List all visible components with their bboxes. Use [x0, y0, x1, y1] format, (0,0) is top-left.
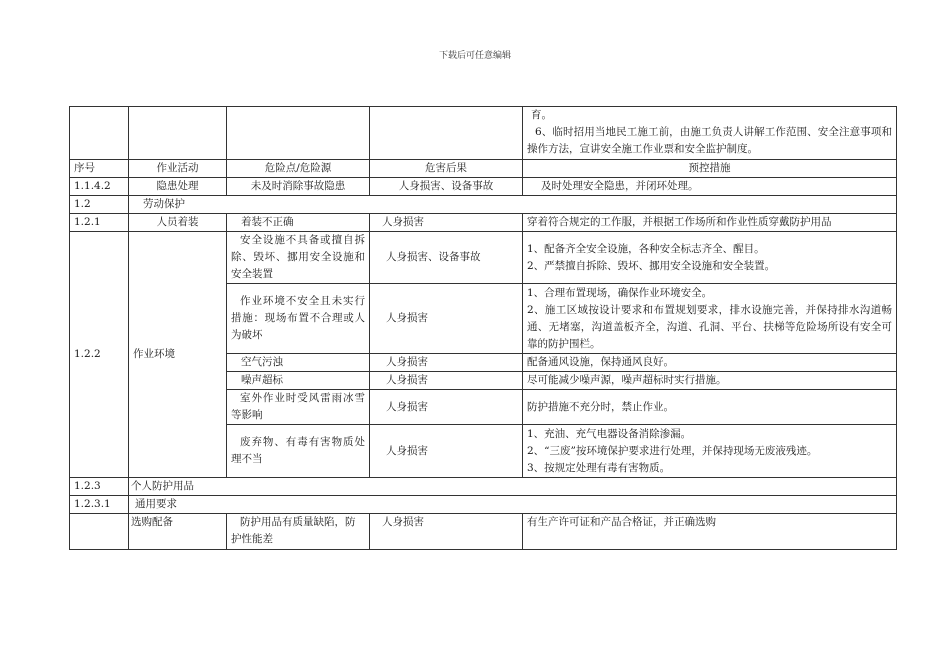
col-header-measures: 预控措施: [523, 160, 897, 178]
section-row: [70, 478, 897, 496]
row-number: 1.2.3: [70, 478, 129, 496]
col-header-no: 序号: [70, 160, 129, 178]
row-number: 1.2: [70, 196, 129, 214]
measure-line: 2、施工区域按设计要求和布置规划要求，排水设施完善，并保持排水沟道畅通、无堵塞，沟道盖板齐全，沟道、孔洞、平台、扶梯等危险场所设有安全可靠的防护围栏。: [527, 303, 892, 350]
col-header-hazard: 危险点/危险源: [227, 160, 370, 178]
row-measures: [523, 232, 897, 284]
row-hazard: 防护用品有质量缺陷，防护性能差: [227, 514, 370, 550]
measure-line: 育。: [531, 109, 552, 121]
table-row: [70, 514, 897, 550]
section-title: 通用要求: [129, 496, 897, 514]
row-measure: 配备通风设施，保持通风良好。: [523, 354, 897, 372]
empty-cell: [70, 107, 129, 160]
safety-table: [69, 106, 897, 550]
row-hazard: 废弃物、有毒有害物质处理不当: [227, 425, 370, 478]
empty-cell: [227, 107, 370, 160]
row-activity: 作业环境: [129, 232, 227, 478]
empty-cell: [129, 107, 227, 160]
row-number: 1.2.1: [70, 214, 129, 232]
row-measure: 防护措施不充分时，禁止作业。: [523, 390, 897, 425]
measure-line: 2、“三废”按环境保护要求进行处理，并保持现场无废液残迹。: [527, 444, 818, 457]
row-consequence: 人身损害: [370, 372, 523, 390]
header-note: 下载后可任意编辑: [438, 51, 511, 61]
measures-cell: [523, 107, 897, 160]
measure-line: 6、临时招用当地民工施工前，由施工负责人讲解工作范围、安全注意事项和操作方法，宣讲安全施工作业票和安全监护制度。: [527, 126, 892, 155]
row-activity: 隐患处理: [129, 178, 227, 196]
row-consequence: 人身损害: [370, 425, 523, 478]
row-hazard: 作业环境不安全且未实行措施：现场布置不合理或人为破坏: [227, 284, 370, 354]
row-measure: 有生产许可证和产品合格证，并正确选购: [523, 514, 897, 550]
table-row: [70, 178, 897, 196]
row-hazard: 未及时消除事故隐患: [227, 178, 370, 196]
row-hazard: 安全设施不具备或擅自拆除、毁坏、挪用安全设施和安全装置: [227, 232, 370, 284]
col-header-activity: 作业活动: [129, 160, 227, 178]
row-consequence: 人身损害: [370, 354, 523, 372]
header-row: [70, 160, 897, 178]
section-row: [70, 196, 897, 214]
row-measure: 穿着符合规定的工作服，并根据工作场所和作业性质穿戴防护用品: [523, 214, 897, 232]
empty-cell: [70, 514, 129, 550]
section-row: [70, 496, 897, 514]
row-consequence: 人身损害: [370, 514, 523, 550]
row-consequence: 人身损害: [370, 214, 523, 232]
row-number: 1.1.4.2: [70, 178, 129, 196]
row-number: 1.2.3.1: [70, 496, 129, 514]
row-activity: 人员着装: [129, 214, 227, 232]
measure-line: 1、合理布置现场，确保作业环境安全。: [527, 286, 713, 299]
row-number: 1.2.2: [70, 232, 129, 478]
col-header-consequence: 危害后果: [370, 160, 523, 178]
row-hazard: 室外作业时受风雷雨冰雪等影响: [227, 390, 370, 425]
row-consequence: 人身损害、设备事故: [370, 178, 523, 196]
measure-line: 1、配备齐全安全设施，各种安全标志齐全、醒目。: [527, 242, 765, 255]
row-consequence: 人身损害: [370, 390, 523, 425]
table-row: [70, 214, 897, 232]
row-consequence: 人身损害、设备事故: [370, 232, 523, 284]
row-measures: [523, 284, 897, 354]
row-activity: 选购配备: [129, 514, 227, 550]
row-hazard: 空气污浊: [227, 354, 370, 372]
row-hazard: 着装不正确: [227, 214, 370, 232]
continuation-row: [70, 107, 897, 160]
measure-line: 1、充油、充气电器设备消除渗漏。: [527, 427, 692, 440]
row-measure: 尽可能减少噪声源，噪声超标时实行措施。: [523, 372, 897, 390]
measure-line: 2、严禁擅自拆除、毁坏、挪用安全设施和安全装置。: [527, 259, 776, 272]
section-title: 劳动保护: [129, 196, 897, 214]
table-row: [70, 232, 897, 284]
measure-line: 3、按规定处理有毒有害物质。: [527, 461, 671, 474]
row-measure: 及时处理安全隐患，并闭环处理。: [523, 178, 897, 196]
row-consequence: 人身损害: [370, 284, 523, 354]
row-measures: [523, 425, 897, 478]
empty-cell: [370, 107, 523, 160]
section-title: 个人防护用品: [129, 478, 897, 496]
row-hazard: 噪声超标: [227, 372, 370, 390]
